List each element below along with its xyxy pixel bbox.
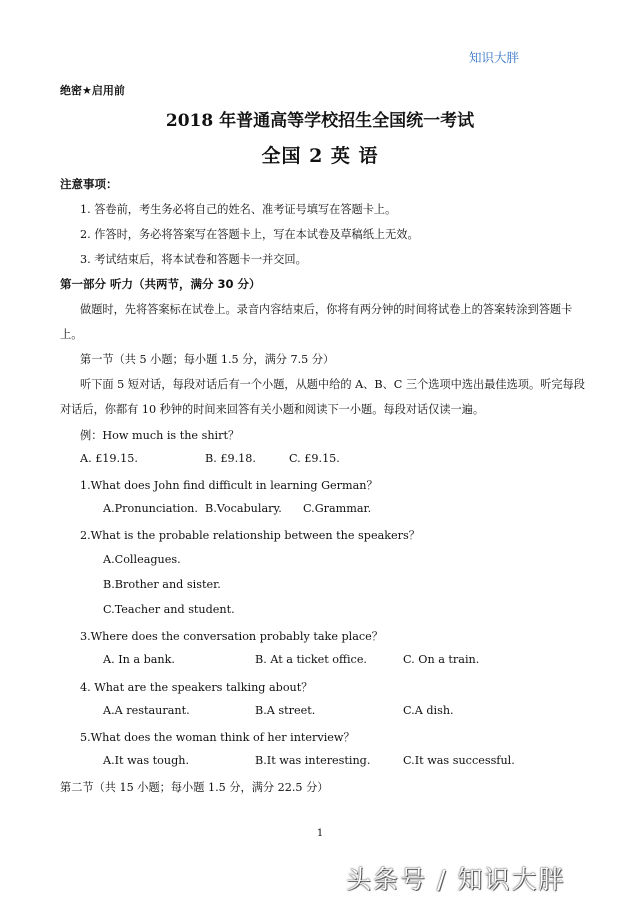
question-4-option-c: C.A dish. (403, 704, 454, 717)
section1-instructions-line1: 听下面 5 短对话，每段对话后有一个小题，从题中给的 A、B、C 三个选项中选出最佳选项。听完每段 (80, 378, 585, 391)
section1-heading: 第一节（共 5 小题；每小题 1.5 分，满分 7.5 分） (80, 353, 335, 366)
question-4-option-b: B.A street. (255, 704, 316, 717)
example-option-a: A. £19.15. (80, 452, 138, 465)
question-1-option-a: A.Pronunciation. (103, 502, 198, 515)
part1-heading: 第一部分 听力（共两节，满分 30 分） (60, 277, 261, 291)
note-item-1: 1. 答卷前，考生务必将自己的姓名、准考证号填写在答题卡上。 (80, 203, 397, 216)
question-5-option-b: B.It was interesting. (255, 754, 371, 767)
section1-instructions-line2: 对话后，你都有 10 秒钟的时间来回答有关小题和阅读下一小题。每段对话仅读一遍。 (60, 403, 485, 416)
confidential-label: 绝密★启用前 (60, 84, 125, 97)
question-3: 3.Where does the conversation probably take place？ (80, 630, 383, 643)
question-5: 5.What does the woman think of her interview？ (80, 731, 355, 744)
question-5-option-a: A.It was tough. (103, 754, 190, 767)
question-1: 1.What does John find difficult in learning German？ (80, 479, 378, 492)
part1-intro-line1: 做题时，先将答案标在试卷上。录音内容结束后，你将有两分钟的时间将试卷上的答案转涂到答题卡 (80, 303, 573, 316)
question-5-option-c: C.It was successful. (403, 754, 515, 767)
part1-intro-line2: 上。 (60, 328, 83, 341)
brand-label: 知识大胖 (469, 50, 520, 65)
question-3-option-a: A. In a bank. (103, 653, 175, 666)
question-2: 2.What is the probable relationship between the speakers？ (80, 529, 420, 542)
exam-subject-title: 全国 2 英 语 (261, 145, 379, 167)
question-3-option-b: B. At a ticket office. (255, 653, 367, 666)
watermark: 头条号 / 知识大胖 (346, 865, 566, 894)
example-question: 例：How much is the shirt？ (80, 429, 240, 442)
question-1-option-b: B.Vocabulary. (205, 502, 282, 515)
question-3-option-c: C. On a train. (403, 653, 480, 666)
question-1-option-c: C.Grammar. (303, 502, 372, 515)
exam-title: 2018 年普通高等学校招生全国统一考试 (165, 111, 475, 131)
note-item-2: 2. 作答时，务必将答案写在答题卡上，写在本试卷及草稿纸上无效。 (80, 228, 419, 241)
note-item-3: 3. 考试结束后，将本试卷和答题卡一并交回。 (80, 253, 307, 266)
question-2-option-a: A.Colleagues. (103, 553, 181, 566)
page-number: 1 (316, 828, 324, 839)
section2-heading: 第二节（共 15 小题；每小题 1.5 分，满分 22.5 分） (60, 781, 329, 794)
question-4-option-a: A.A restaurant. (103, 704, 190, 717)
question-2-option-c: C.Teacher and student. (103, 603, 235, 616)
notes-heading: 注意事项： (60, 177, 118, 191)
example-option-b: B. £9.18. (205, 452, 256, 465)
example-option-c: C. £9.15. (289, 452, 340, 465)
question-4: 4. What are the speakers talking about？ (80, 681, 313, 694)
question-2-option-b: B.Brother and sister. (103, 578, 221, 591)
